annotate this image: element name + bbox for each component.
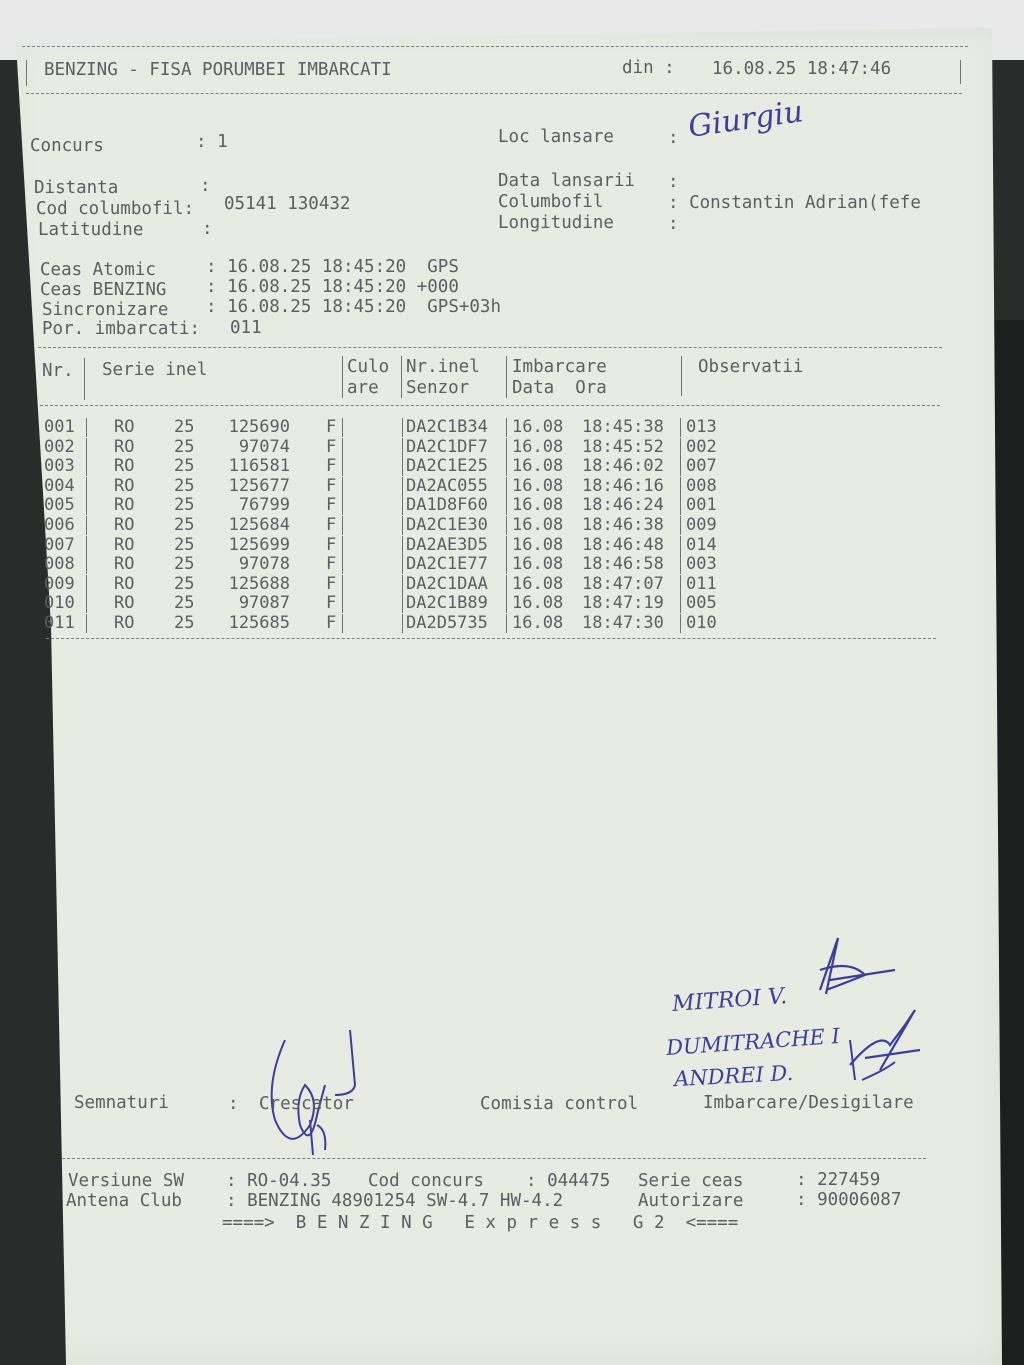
cell-inel: 125690 [228, 417, 290, 437]
cell-an: 25 [174, 475, 195, 496]
data-lansarii-sep: : [668, 172, 679, 192]
cell-tara: RO [114, 573, 135, 594]
column-separator [402, 457, 403, 476]
column-separator [680, 614, 681, 633]
versiune-sw-value: : RO-04.35 [226, 1171, 332, 1191]
column-separator [402, 575, 403, 594]
column-separator [680, 555, 681, 574]
column-separator [680, 496, 681, 515]
cell-senzor: DA2C1B34 [406, 417, 488, 437]
cell-sex: F [326, 475, 337, 496]
versiune-sw-label: Versiune SW [68, 1171, 184, 1191]
cell-tara: RO [114, 534, 135, 555]
porumbei-imbarcati-label: Por. imbarcati: [42, 319, 201, 339]
header-culoare-1: Culo [347, 357, 390, 377]
ceas-atomic-value: : 16.08.25 18:45:20 GPS [206, 257, 459, 277]
benzing-express-banner: ====> B E N Z I N G E x p r e s s G 2 <==== [222, 1213, 739, 1233]
cell-data: 16.08 [512, 554, 564, 575]
column-separator [680, 457, 681, 476]
cell-obs: 007 [686, 456, 717, 477]
column-separator [86, 614, 87, 633]
cell-sex: F [326, 554, 337, 575]
cell-obs: 001 [686, 495, 717, 516]
cell-sex: F [326, 534, 337, 555]
column-separator [680, 575, 681, 594]
cell-tara: RO [114, 475, 135, 496]
column-separator [86, 457, 87, 476]
column-separator [342, 594, 343, 613]
column-separator [402, 438, 403, 457]
cell-obs: 014 [686, 534, 717, 555]
cell-data: 16.08 [512, 436, 564, 457]
concurs-label: Concurs [30, 136, 104, 156]
cell-obs: 010 [686, 613, 717, 633]
cell-inel: 97078 [238, 554, 290, 575]
cell-ora: 18:46:16 [582, 475, 664, 496]
column-separator [680, 418, 681, 437]
cell-an: 25 [174, 495, 195, 516]
cell-nr: 009 [44, 573, 75, 594]
cell-sex: F [326, 613, 337, 633]
header-separator [84, 358, 85, 400]
cell-obs: 011 [686, 573, 717, 594]
column-separator [342, 536, 343, 555]
column-separator [342, 555, 343, 574]
cell-senzor: DA1D8F60 [406, 495, 488, 516]
column-separator [86, 594, 87, 613]
column-separator [342, 457, 343, 476]
cell-obs: 013 [686, 417, 717, 437]
cell-inel: 116581 [228, 456, 290, 477]
column-separator [86, 575, 87, 594]
ceas-atomic-label: Ceas Atomic [40, 260, 156, 280]
longitudine-sep: : [668, 214, 679, 234]
cell-nr: 001 [44, 417, 75, 437]
column-separator [506, 614, 507, 633]
cell-inel: 97087 [238, 593, 290, 614]
cell-senzor: DA2C1DAA [406, 573, 488, 594]
cell-ora: 18:47:30 [582, 613, 664, 633]
cell-obs: 008 [686, 475, 717, 496]
cell-inel: 125699 [228, 534, 290, 555]
cell-nr: 006 [44, 515, 75, 535]
column-separator [86, 477, 87, 496]
cell-inel: 125677 [228, 475, 290, 496]
cell-sex: F [326, 573, 337, 594]
column-separator [86, 555, 87, 574]
header-nr: Nr. [42, 361, 74, 381]
cell-tara: RO [114, 417, 135, 437]
column-separator [506, 555, 507, 574]
cell-data: 16.08 [512, 573, 564, 594]
porumbei-imbarcati-value: 011 [230, 318, 262, 338]
cod-concurs-value: : 044475 [526, 1171, 611, 1191]
column-separator [86, 496, 87, 515]
loc-lansare-sep: : [668, 128, 679, 148]
column-separator [342, 575, 343, 594]
column-separator [342, 496, 343, 515]
sincronizare-label: Sincronizare [42, 300, 169, 320]
cell-ora: 18:46:58 [582, 554, 664, 575]
print-datetime: 16.08.25 18:47:46 [712, 59, 892, 79]
header-separator [401, 356, 402, 398]
column-separator [86, 438, 87, 457]
column-separator [506, 496, 507, 515]
header-serie-inel: Serie inel [102, 360, 208, 380]
column-separator [680, 438, 681, 457]
header-separator [506, 356, 507, 398]
ceas-benzing-value: : 16.08.25 18:45:20 +000 [206, 277, 459, 297]
column-separator [342, 516, 343, 535]
column-separator [402, 555, 403, 574]
cell-an: 25 [174, 573, 195, 594]
cell-nr: 010 [44, 593, 75, 614]
cell-data: 16.08 [512, 593, 564, 614]
column-separator [342, 418, 343, 437]
header-imbarcare-1: Imbarcare [512, 357, 607, 377]
cell-data: 16.08 [512, 475, 564, 496]
cell-senzor: DA2D5735 [406, 613, 488, 633]
distanta-sep: : [200, 176, 211, 196]
din-label: din : [622, 58, 675, 78]
column-separator [402, 614, 403, 633]
cell-ora: 18:46:48 [582, 534, 664, 555]
column-separator [402, 477, 403, 496]
cell-sex: F [326, 436, 337, 457]
latitudine-sep: : [202, 219, 213, 239]
cell-an: 25 [174, 456, 195, 477]
cell-data: 16.08 [512, 495, 564, 516]
columbofil-label: Columbofil [498, 192, 604, 212]
column-separator [506, 457, 507, 476]
antena-club-value: : BENZING 48901254 SW-4.7 HW-4.2 [226, 1191, 564, 1211]
cell-an: 25 [174, 534, 195, 555]
cell-ora: 18:46:02 [582, 456, 664, 477]
cell-data: 16.08 [512, 613, 564, 633]
header-observatii: Observatii [698, 357, 804, 377]
column-separator [402, 516, 403, 535]
sincronizare-value: : 16.08.25 18:45:20 GPS+03h [206, 297, 502, 317]
columbofil-value: : Constantin Adrian(fefe [668, 193, 921, 213]
longitudine-label: Longitudine [498, 213, 614, 233]
column-separator [342, 438, 343, 457]
cell-nr: 008 [44, 554, 75, 575]
loc-lansare-handwritten: Giurgiu [686, 94, 806, 145]
column-separator [680, 536, 681, 555]
cell-data: 16.08 [512, 417, 564, 437]
cell-tara: RO [114, 613, 135, 633]
cell-an: 25 [174, 613, 195, 633]
header-culoare-2: are [347, 378, 379, 398]
cod-concurs-label: Cod concurs [368, 1171, 484, 1191]
header-separator [681, 356, 682, 396]
cell-data: 16.08 [512, 456, 564, 477]
table-bottom-rule [46, 638, 936, 639]
column-separator [506, 575, 507, 594]
ceas-benzing-label: Ceas BENZING [40, 280, 167, 300]
cell-inel: 125688 [228, 573, 290, 594]
loc-lansare-label: Loc lansare [498, 127, 614, 147]
cell-tara: RO [114, 456, 135, 477]
column-separator [402, 496, 403, 515]
header-imbarcare-2: Data Ora [512, 378, 607, 398]
column-separator [342, 614, 343, 633]
cell-obs: 009 [686, 515, 717, 535]
latitudine-label: Latitudine [38, 220, 144, 240]
cell-data: 16.08 [512, 515, 564, 535]
column-separator [506, 477, 507, 496]
cell-tara: RO [114, 495, 135, 516]
cell-nr: 004 [44, 475, 75, 496]
table-header-rule [40, 405, 940, 406]
imbarcare-desigilare-label: Imbarcare/Desigilare [703, 1093, 914, 1113]
column-separator [86, 516, 87, 535]
column-separator [342, 477, 343, 496]
cell-sex: F [326, 515, 337, 535]
cell-sex: F [326, 417, 337, 437]
cell-sex: F [326, 495, 337, 516]
cell-ora: 18:45:38 [582, 417, 664, 437]
column-separator [680, 594, 681, 613]
header-nr-inel-2: Senzor [406, 378, 470, 398]
page-title: BENZING - FISA PORUMBEI IMBARCATI [44, 60, 392, 80]
column-separator [680, 516, 681, 535]
cell-an: 25 [174, 417, 195, 437]
cell-inel: 125685 [228, 613, 290, 633]
cell-tara: RO [114, 554, 135, 575]
footer-top-rule [62, 1158, 926, 1159]
column-separator [506, 516, 507, 535]
cell-sex: F [326, 593, 337, 614]
cell-obs: 003 [686, 554, 717, 575]
cell-senzor: DA2C1B89 [406, 593, 488, 614]
cell-obs: 005 [686, 593, 717, 614]
column-separator [506, 594, 507, 613]
cell-nr: 003 [44, 456, 75, 477]
cell-nr: 002 [44, 436, 75, 457]
cell-tara: RO [114, 436, 135, 457]
semnaturi-sep: : [228, 1094, 239, 1114]
cell-ora: 18:45:52 [582, 436, 664, 457]
semnaturi-label: Semnaturi [74, 1093, 169, 1113]
cell-sex: F [326, 456, 337, 477]
cell-obs: 002 [686, 436, 717, 457]
header-left-bar [26, 60, 27, 86]
cell-inel: 97074 [238, 436, 290, 457]
crescator-label: Crescator [259, 1094, 354, 1114]
signature-name-2: DUMITRACHE I [665, 1023, 841, 1061]
header-nr-inel-1: Nr.inel [406, 357, 480, 377]
cell-senzor: DA2C1E77 [406, 554, 488, 575]
autorizare-value: : 90006087 [796, 1190, 902, 1210]
antena-club-label: Antena Club [66, 1191, 182, 1211]
column-separator [402, 536, 403, 555]
distanta-label: Distanta [34, 178, 119, 198]
table-top-rule [38, 347, 942, 348]
cell-an: 25 [174, 554, 195, 575]
cell-nr: 007 [44, 534, 75, 555]
comisia-control-label: Comisia control [480, 1094, 639, 1114]
header-top-rule [22, 46, 968, 47]
cod-columbofil-value: 05141 130432 [224, 194, 351, 214]
header-bottom-rule [26, 93, 962, 94]
cell-senzor: DA2C1E30 [406, 515, 488, 535]
concurs-value: : 1 [196, 132, 228, 152]
cell-senzor: DA2C1DF7 [406, 436, 488, 457]
cell-nr: 011 [44, 613, 75, 633]
cell-senzor: DA2C1E25 [406, 456, 488, 477]
column-separator [506, 536, 507, 555]
cell-senzor: DA2AC055 [406, 475, 488, 496]
cell-data: 16.08 [512, 534, 564, 555]
cell-inel: 76799 [238, 495, 290, 516]
signature-name-1: MITROI V. [671, 984, 788, 1017]
signature-name-3: ANDREI D. [673, 1060, 794, 1092]
cell-an: 25 [174, 593, 195, 614]
cell-ora: 18:46:24 [582, 495, 664, 516]
cell-ora: 18:47:07 [582, 573, 664, 594]
column-separator [506, 438, 507, 457]
serie-ceas-value: : 227459 [796, 1170, 881, 1190]
cod-columbofil-label: Cod columbofil: [36, 199, 195, 219]
cell-ora: 18:47:19 [582, 593, 664, 614]
cell-an: 25 [174, 436, 195, 457]
header-right-bar [960, 60, 961, 84]
column-separator [402, 594, 403, 613]
cell-inel: 125684 [228, 515, 290, 535]
cell-tara: RO [114, 593, 135, 614]
cell-nr: 005 [44, 495, 75, 516]
column-separator [86, 418, 87, 437]
header-separator [342, 356, 343, 398]
cell-senzor: DA2AE3D5 [406, 534, 488, 555]
cell-tara: RO [114, 515, 135, 535]
serie-ceas-label: Serie ceas [638, 1171, 744, 1191]
data-lansarii-label: Data lansarii [498, 171, 635, 191]
column-separator [506, 418, 507, 437]
column-separator [680, 477, 681, 496]
column-separator [402, 418, 403, 437]
cell-an: 25 [174, 515, 195, 535]
column-separator [86, 536, 87, 555]
autorizare-label: Autorizare [638, 1191, 744, 1211]
cell-ora: 18:46:38 [582, 515, 664, 535]
